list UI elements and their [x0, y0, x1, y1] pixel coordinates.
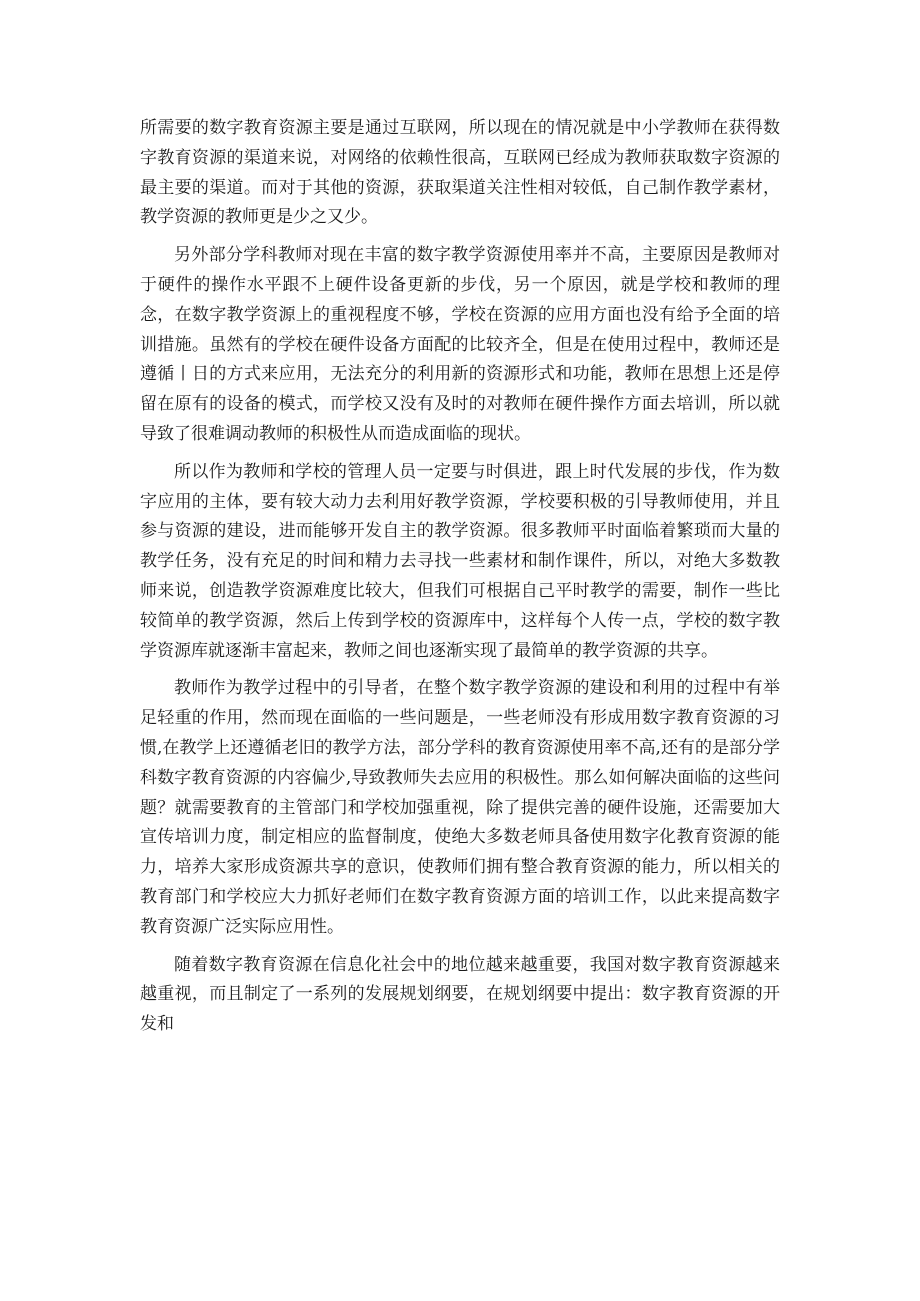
document-body: [140, 114, 780, 1040]
paragraph-3: 所以作为教师和学校的管理人员一定要与时俱进，跟上时代发展的步伐，作为数字应用的主体，要有较大动力去利用好教学资源，学校要积极的引导教师使用，并且参与资源的建设，进而能够开发自主的教学资源。很多教师平时面临着繁琐而大量的教学任务，没有充足的时间和精力去寻找一些素材和制作课件，所以，对绝大多数教师来说，创造教学资源难度比较大，但我们可根据自己平时教学的需要，制作一些比较简单的教学资源，然后上传到学校的资源库中，这样每个人传一点，学校的数字教学资源库就逐渐丰富起来，教师之间也逐渐实现了最简单的教学资源的共享。: [140, 461, 780, 661]
paragraph-2: 另外部分学科教师对现在丰富的数字教学资源使用率并不高，主要原因是教师对于硬件的操作水平跟不上硬件设备更新的步伐，另一个原因，就是学校和教师的理念，在数字教学资源上的重视程度不够，学校在资源的应用方面也没有给予全面的培训措施。虽然有的学校在硬件设备方面配的比较齐全，但是在使用过程中，教师还是遵循丨日的方式来应用，无法充分的利用新的资源形式和功能，教师在思想上还是停留在原有的设备的模式，而学校又没有及时的对教师在硬件操作方面去培训，所以就导致了很难调动教师的积极性从而造成面临的现状。: [140, 245, 780, 444]
paragraph-5: 随着数字教育资源在信息化社会中的地位越来越重要，我国对数字教育资源越来越重视，而且制定了一系列的发展规划纲要，在规划纲要中提出：数字教育资源的开发和: [140, 954, 780, 1035]
paragraph-1: 所需要的数字教育资源主要是通过互联网，所以现在的情况就是中小学教师在获得数字教育资源的渠道来说，对网络的依赖性很高，互联网已经成为教师获取数字资源的最主要的渠道。而对于其他的资源，获取渠道关注性相对较低，自己制作教学素材，教学资源的教师更是少之又少。: [140, 118, 780, 228]
paragraph-4: 教师作为教学过程中的引导者，在整个数字教学资源的建设和利用的过程中有举足轻重的作用，然而现在面临的一些问题是，一些老师没有形成用数字教育资源的习惯,在教学上还遵循老旧的教学方法，部分学科的教育资源使用率不高,还有的是部分学科数字教育资源的内容偏少,导致教师失去应用的积极性。那么如何解决面临的这些问题？就需要教育的主管部门和学校加强重视，除了提供完善的硬件设施，还需要加大宣传培训力度，制定相应的监督制度，使绝大多数老师具备使用数字化教育资源的能力，培养大家形成资源共享的意识，使教师们拥有整合教育资源的能力，所以相关的教育部门和学校应大力抓好老师们在数字教育资源方面的培训工作，以此来提高数字教育资源广泛实际应用性。: [140, 678, 780, 937]
